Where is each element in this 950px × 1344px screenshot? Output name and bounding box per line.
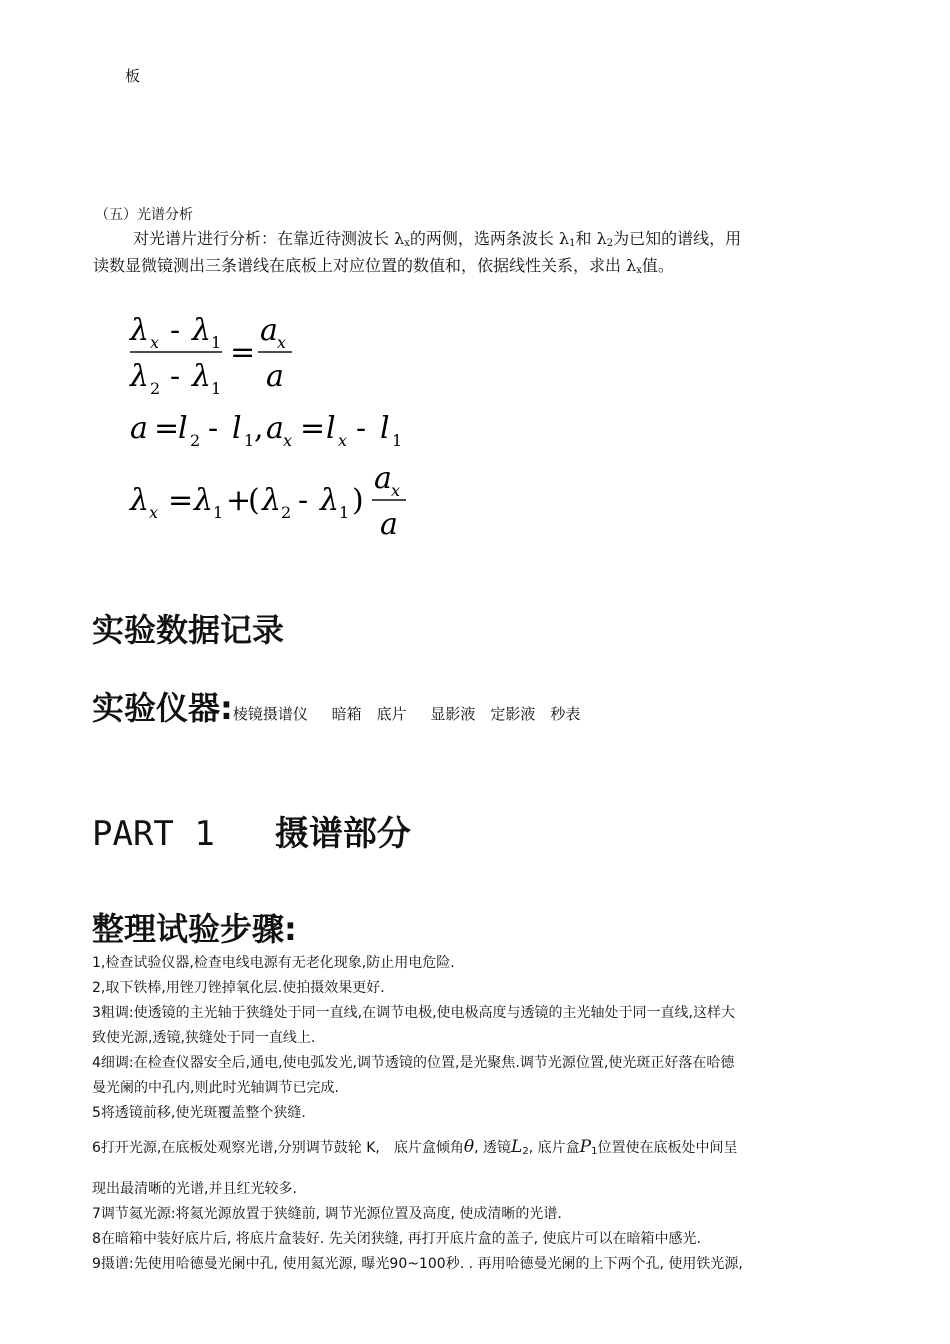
subscript: x — [636, 265, 642, 276]
step-1: 1,检查试验仪器,检查电线电源有无老化现象,防止用电危险. — [92, 955, 455, 971]
sub-1: 1 — [213, 503, 224, 522]
minus-sign: - — [170, 359, 181, 394]
subscript: 1 — [569, 238, 576, 249]
step-6-line1 — [92, 1137, 737, 1157]
l: l — [380, 411, 390, 446]
instruments-line — [92, 683, 580, 729]
lambda-x: λ — [130, 483, 150, 518]
right-paren: ) — [352, 483, 364, 518]
subscript: 2 — [606, 238, 614, 249]
left-paren: ( — [248, 483, 260, 518]
part-code: PART 1 — [92, 814, 215, 854]
equals-sign: = — [168, 483, 194, 518]
step-9: 9摄谱:先使用哈德曼光阑中孔, 使用氦光源, 曝光90~100秒. . 再用哈德曼光阑的上下两个孔, 使用铁光源, — [92, 1256, 743, 1272]
sub-1: 1 — [392, 431, 403, 450]
l: l — [178, 411, 188, 446]
page-fragment: 板 — [125, 67, 141, 85]
step-3-line2: 致使光源,透镜,狭缝处于同一直线上. — [92, 1030, 316, 1046]
step-6-line2: 现出最清晰的光谱,并且红光较多. — [92, 1181, 297, 1197]
sub-1: 1 — [211, 379, 222, 398]
section-title: （五）光谱分析 — [95, 207, 193, 223]
subscript: x — [404, 238, 410, 249]
sub-2: 2 — [190, 431, 201, 450]
a: a — [380, 507, 398, 542]
data-record-heading: 实验数据记录 — [92, 611, 285, 649]
subscript: 1 — [591, 1146, 598, 1157]
sub-1: 1 — [339, 503, 350, 522]
step-3-line1: 3粗调:使透镜的主光轴于狭缝处于同一直线,在调节电极,使电极高度与透镜的主光轴处于同一直线,这样大 — [92, 1005, 735, 1021]
sub-x: x — [149, 503, 159, 522]
minus-sign: - — [170, 313, 181, 348]
plate-box-symbol: P — [579, 1137, 592, 1157]
text: , 透镜 — [474, 1140, 512, 1156]
l: l — [326, 411, 336, 446]
text: 的两侧，选两条波长 λ — [409, 229, 570, 248]
minus-sign: - — [208, 411, 219, 446]
text: 对光谱片进行分析：在靠近待测波长 λ — [133, 229, 405, 248]
instruments-heading: 实验仪器: — [92, 689, 233, 727]
a-x: a — [374, 461, 392, 496]
step-8: 8在暗箱中装好底片后, 将底片盒装好. 先关闭狭缝, 再打开底片盒的盖子, 使底片可以在暗箱中感光. — [92, 1231, 701, 1247]
plus-sign: + — [226, 483, 252, 518]
step-4-line2: 曼光阑的中孔内,则此时光轴调节已完成. — [92, 1080, 339, 1096]
part-title: 摄谱部分 — [274, 814, 411, 854]
instruments-list: 棱镜摄谱仪 暗箱 底片 显影液 定影液 秒表 — [232, 705, 581, 723]
step-7: 7调节氦光源:将氦光源放置于狭缝前, 调节光源位置及高度, 使成清晰的光谱. — [92, 1206, 562, 1222]
lambda-1: λ — [320, 483, 340, 518]
steps-heading: 整理试验步骤: — [92, 910, 297, 948]
sub-x: x — [283, 431, 293, 450]
text: 和 λ — [575, 229, 607, 248]
formula-definitions — [130, 411, 402, 450]
sub-1: 1 — [211, 333, 222, 352]
sub-x: x — [150, 333, 160, 352]
l: l — [232, 411, 242, 446]
lens-symbol: L — [511, 1137, 523, 1157]
lambda-1: λ — [192, 313, 212, 348]
a: a — [266, 359, 284, 394]
formula-block — [120, 300, 420, 550]
equals-sign: = — [300, 411, 326, 446]
a-x: a — [260, 313, 278, 348]
sub-2: 2 — [150, 379, 161, 398]
text: 位置使在底板处中间呈 — [597, 1140, 738, 1156]
sub-x: x — [391, 481, 401, 500]
part1-heading — [92, 806, 411, 855]
text: 6打开光源,在底板处观察光谱,分别调节鼓轮 K, 底片盒倾角 — [92, 1140, 464, 1156]
theta-symbol: θ — [463, 1137, 475, 1157]
lambda-x: λ — [130, 313, 150, 348]
text: 为已知的谱线，用 — [613, 229, 742, 248]
step-5: 5将透镜前移,使光斑覆盖整个狭缝. — [92, 1105, 306, 1121]
minus-sign: - — [356, 411, 367, 446]
minus-sign: - — [298, 483, 309, 518]
sub-x: x — [277, 333, 287, 352]
text: , 底片盒 — [528, 1140, 580, 1156]
subscript: 2 — [522, 1146, 529, 1157]
sub-2: 2 — [281, 503, 292, 522]
equals-sign: = — [154, 411, 180, 446]
lambda-1: λ — [192, 359, 212, 394]
formula-ratio — [129, 313, 292, 398]
comma: , — [254, 411, 264, 446]
lambda-2: λ — [130, 359, 150, 394]
formula-result — [129, 461, 406, 542]
sub-1: 1 — [244, 431, 255, 450]
step-4-line1: 4细调:在检查仪器安全后,通电,使电弧发光,调节透镜的位置,是光聚焦.调节光源位置,使光斑正好落在哈德 — [92, 1055, 735, 1071]
lambda-1: λ — [194, 483, 214, 518]
text: 值。 — [641, 256, 674, 275]
analysis-paragraph-line2 — [93, 252, 674, 284]
equals-sign: = — [230, 335, 256, 370]
sub-x: x — [338, 431, 348, 450]
a: a — [266, 411, 284, 446]
lambda-2: λ — [262, 483, 282, 518]
a: a — [130, 411, 148, 446]
step-2: 2,取下铁棒,用锉刀锉掉氧化层.使拍摄效果更好. — [92, 980, 385, 996]
text: 读数显微镜测出三条谱线在底板上对应位置的数值和，依据线性关系，求出 λ — [93, 256, 637, 275]
